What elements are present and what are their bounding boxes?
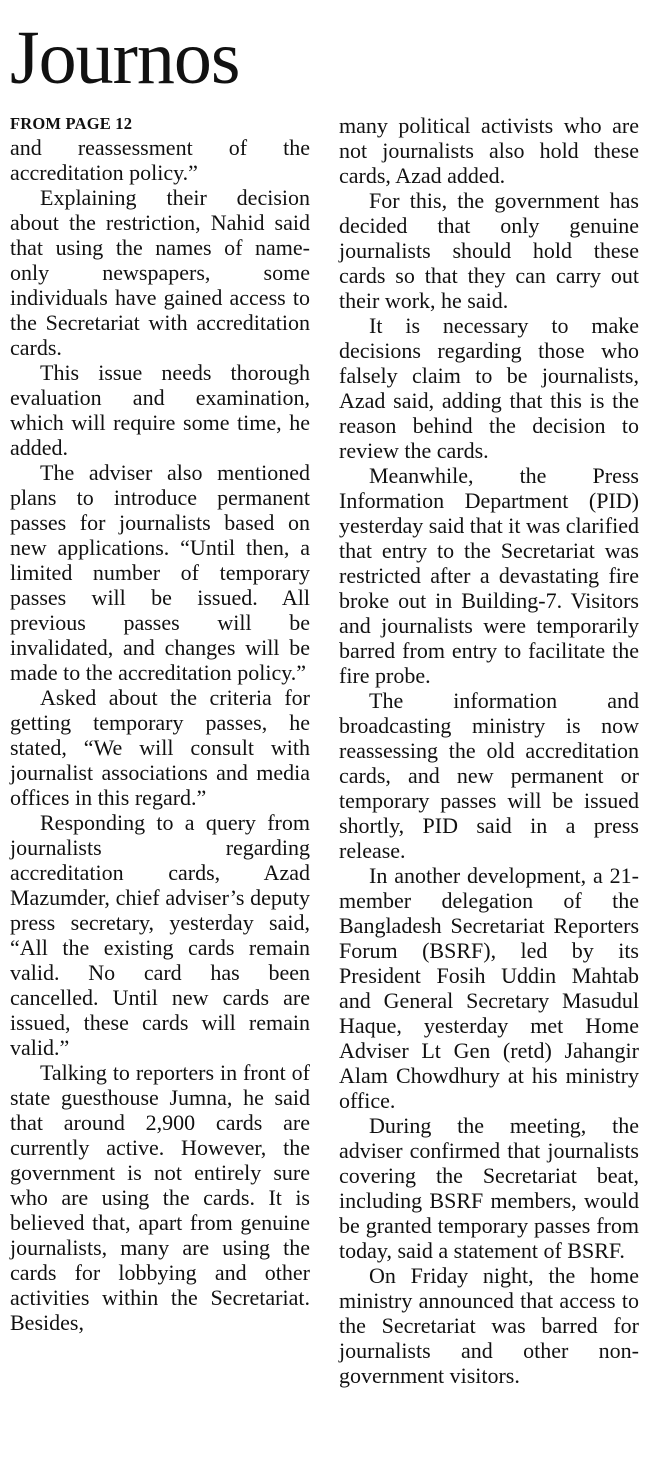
paragraph: It is necessary to make decisions regarding those who falsely claim to be journalists, Azad said, adding that this is the reason behind the decision to review the cards. xyxy=(339,313,639,463)
paragraph: Meanwhile, the Press Information Department (PID) yesterday said that it was clarified that entry to the Secretariat was restricted after a devastating fire broke out in Building-7. Visitors and journalists were temporarily barred from entry to facilitate the fire probe. xyxy=(339,463,639,688)
paragraph: Explaining their decision about the restriction, Nahid said that using the names of name-only newspapers, some individuals have gained access to the Secretariat with accreditation cards. xyxy=(10,185,310,360)
paragraph: On Friday night, the home ministry announced that access to the Secretariat was barred for journalists and other non-government visitors. xyxy=(339,1263,639,1388)
continuation-label: FROM PAGE 12 xyxy=(10,114,133,133)
paragraph: and reassessment of the accreditation policy.” xyxy=(10,135,310,185)
paragraph: This issue needs thorough evaluation and examination, which will require some time, he added. xyxy=(10,360,310,460)
paragraph: The information and broadcasting ministry is now reassessing the old accreditation cards, and new permanent or temporary passes will be issued shortly, PID said in a press release. xyxy=(339,688,639,863)
paragraph: During the meeting, the adviser confirmed that journalists covering the Secretariat beat, including BSRF members, would be granted temporary passes from today, said a statement of BSRF. xyxy=(339,1113,639,1263)
article-column-left xyxy=(10,113,310,1335)
article-column-right xyxy=(339,113,639,1388)
paragraph: In another development, a 21-member delegation of the Bangladesh Secretariat Reporters Forum (BSRF), led by its President Fosih Uddin Mahtab and General Secretary Masudul Haque, yesterday met Home Adviser Lt Gen (retd) Jahangir Alam Chowdhury at his ministry office. xyxy=(339,863,639,1113)
paragraph: Responding to a query from journalists regarding accreditation cards, Azad Mazumder, chief adviser’s deputy press secretary, yesterday said, “All the existing cards remain valid. No card has been cancelled. Until new cards are issued, these cards will remain valid.” xyxy=(10,810,310,1060)
paragraph: Asked about the criteria for getting temporary passes, he stated, “We will consult with journalist associations and media offices in this regard.” xyxy=(10,685,310,810)
paragraph: For this, the government has decided that only genuine journalists should hold these cards so that they can carry out their work, he said. xyxy=(339,188,639,313)
paragraph: The adviser also mentioned plans to introduce permanent passes for journalists based on new applications. “Until then, a limited number of temporary passes will be issued. All previous passes will be invalidated, and changes will be made to the accreditation policy.” xyxy=(10,460,310,685)
paragraph: many political activists who are not journalists also hold these cards, Azad added. xyxy=(339,113,639,188)
paragraph: Talking to reporters in front of state guesthouse Jumna, he said that around 2,900 cards are currently active. However, the government is not entirely sure who are using the cards. It is believed that, apart from genuine journalists, many are using the cards for lobbying and other activities within the Secretariat. Besides, xyxy=(10,1060,310,1335)
article-headline: Journos xyxy=(10,16,240,100)
